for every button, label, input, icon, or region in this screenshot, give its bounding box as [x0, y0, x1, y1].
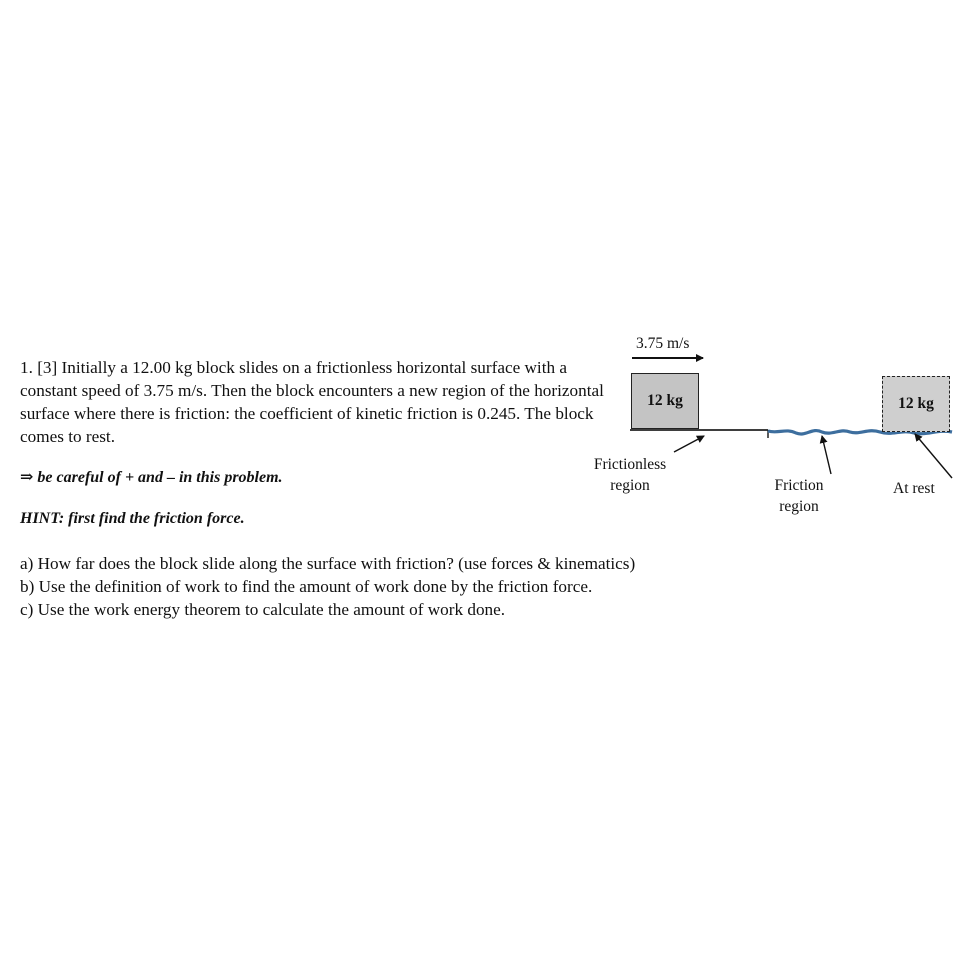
frictionless-label-line1: Frictionless	[593, 456, 667, 473]
question-c: c) Use the work energy theorem to calculate the amount of work done.	[20, 600, 506, 619]
frictionless-label-line2: region	[610, 477, 650, 494]
frictionless-region-label	[584, 454, 676, 496]
at-rest-label: At rest	[893, 480, 935, 497]
moving-block-label: 12 kg	[647, 392, 683, 409]
moving-block	[631, 373, 699, 429]
friction-label-line1: Friction	[774, 477, 824, 494]
friction-pointer	[822, 436, 831, 474]
friction-region-label	[758, 475, 840, 517]
velocity-label: 3.75 m/s	[636, 335, 690, 352]
frictionless-pointer	[674, 436, 704, 452]
careful-note: ⇒ be careful of + and – in this problem.	[20, 469, 283, 486]
resting-block	[882, 376, 950, 432]
hint-text: HINT: first find the friction force.	[20, 510, 245, 527]
resting-block-label: 12 kg	[898, 395, 934, 412]
friction-label-line2: region	[779, 498, 819, 515]
problem-statement: 1. [3] Initially a 12.00 kg block slides on a frictionless horizontal surface with a constant speed of 3.75 m/s. Then the block encounters a new region of the horizontal surface where there is friction: the coefficient of kinetic friction is 0.245. The block comes to rest.	[20, 358, 604, 446]
question-a: a) How far does the block slide along the surface with friction? (use forces & kinematics)	[20, 554, 636, 573]
question-b: b) Use the definition of work to find the amount of work done by the friction force.	[20, 577, 593, 596]
rest-pointer	[915, 434, 952, 478]
